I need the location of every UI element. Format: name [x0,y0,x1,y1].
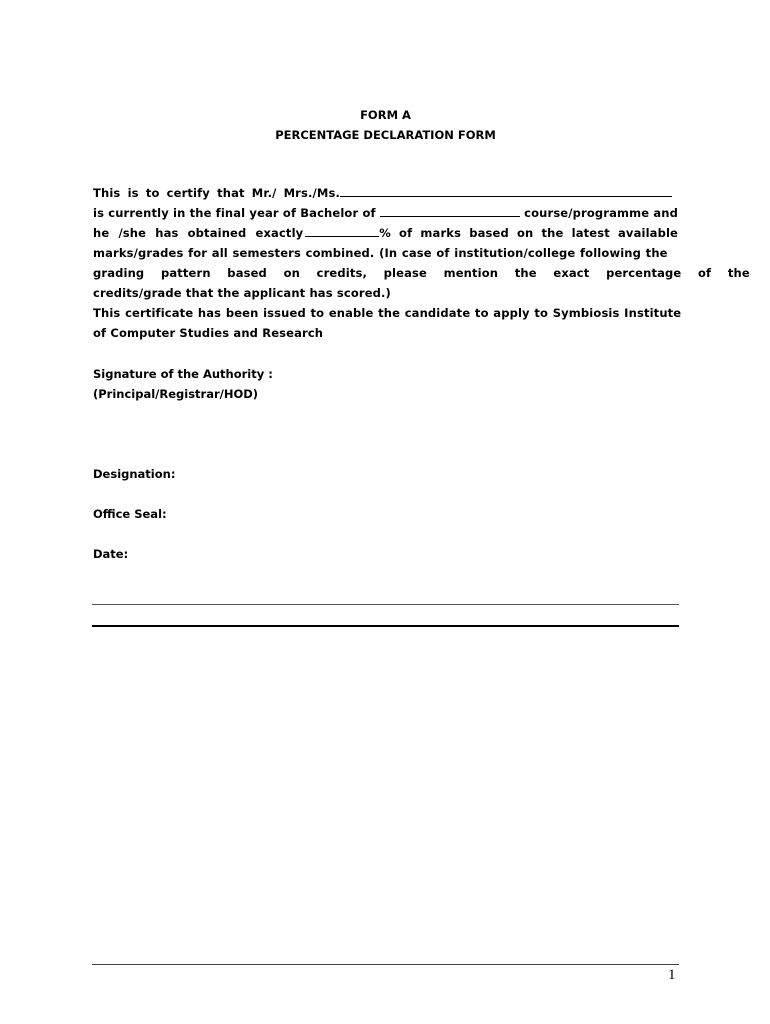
designation-label: Designation: [93,467,176,481]
paragraph-line-3 [93,223,678,243]
office-seal-label: Office Seal: [93,507,167,521]
obtained-text: he /she has obtained exactly [93,226,304,240]
paragraph-line-6: credits/grade that the applicant has scored.) [93,286,391,300]
form-subtitle: PERCENTAGE DECLARATION FORM [275,128,496,142]
certify-text: This is to certify that Mr./ Mrs./Ms. [93,186,340,200]
course-blank[interactable] [380,204,520,217]
signature-label: Signature of the Authority : [93,367,273,381]
form-title: FORM A [360,108,411,122]
paragraph-line-1 [93,183,678,203]
date-label: Date: [93,547,129,561]
candidate-name-blank[interactable] [340,184,672,197]
divider-thick [92,625,679,627]
paragraph-line-8: of Computer Studies and Research [93,326,324,340]
footer-rule [92,964,679,965]
signature-roles: (Principal/Registrar/HOD) [93,387,259,401]
bachelor-text: is currently in the final year of Bachelor of [93,206,376,220]
paragraph-line-4: marks/grades for all semesters combined. (In case of institution/college following the [93,246,668,260]
certificate-paragraph [93,183,750,343]
marks-text: % of marks based on the latest available [379,226,678,240]
paragraph-line-7: This certificate has been issued to enable the candidate to apply to Symbiosis Institute [93,306,682,320]
paragraph-line-2 [93,203,678,223]
course-text: course/programme and [524,206,678,220]
divider-thin [92,604,679,605]
percentage-blank[interactable] [305,224,379,237]
page-number: 1 [668,967,676,983]
paragraph-line-5: grading pattern based on credits, please mention the exact percentage of the [93,266,750,280]
